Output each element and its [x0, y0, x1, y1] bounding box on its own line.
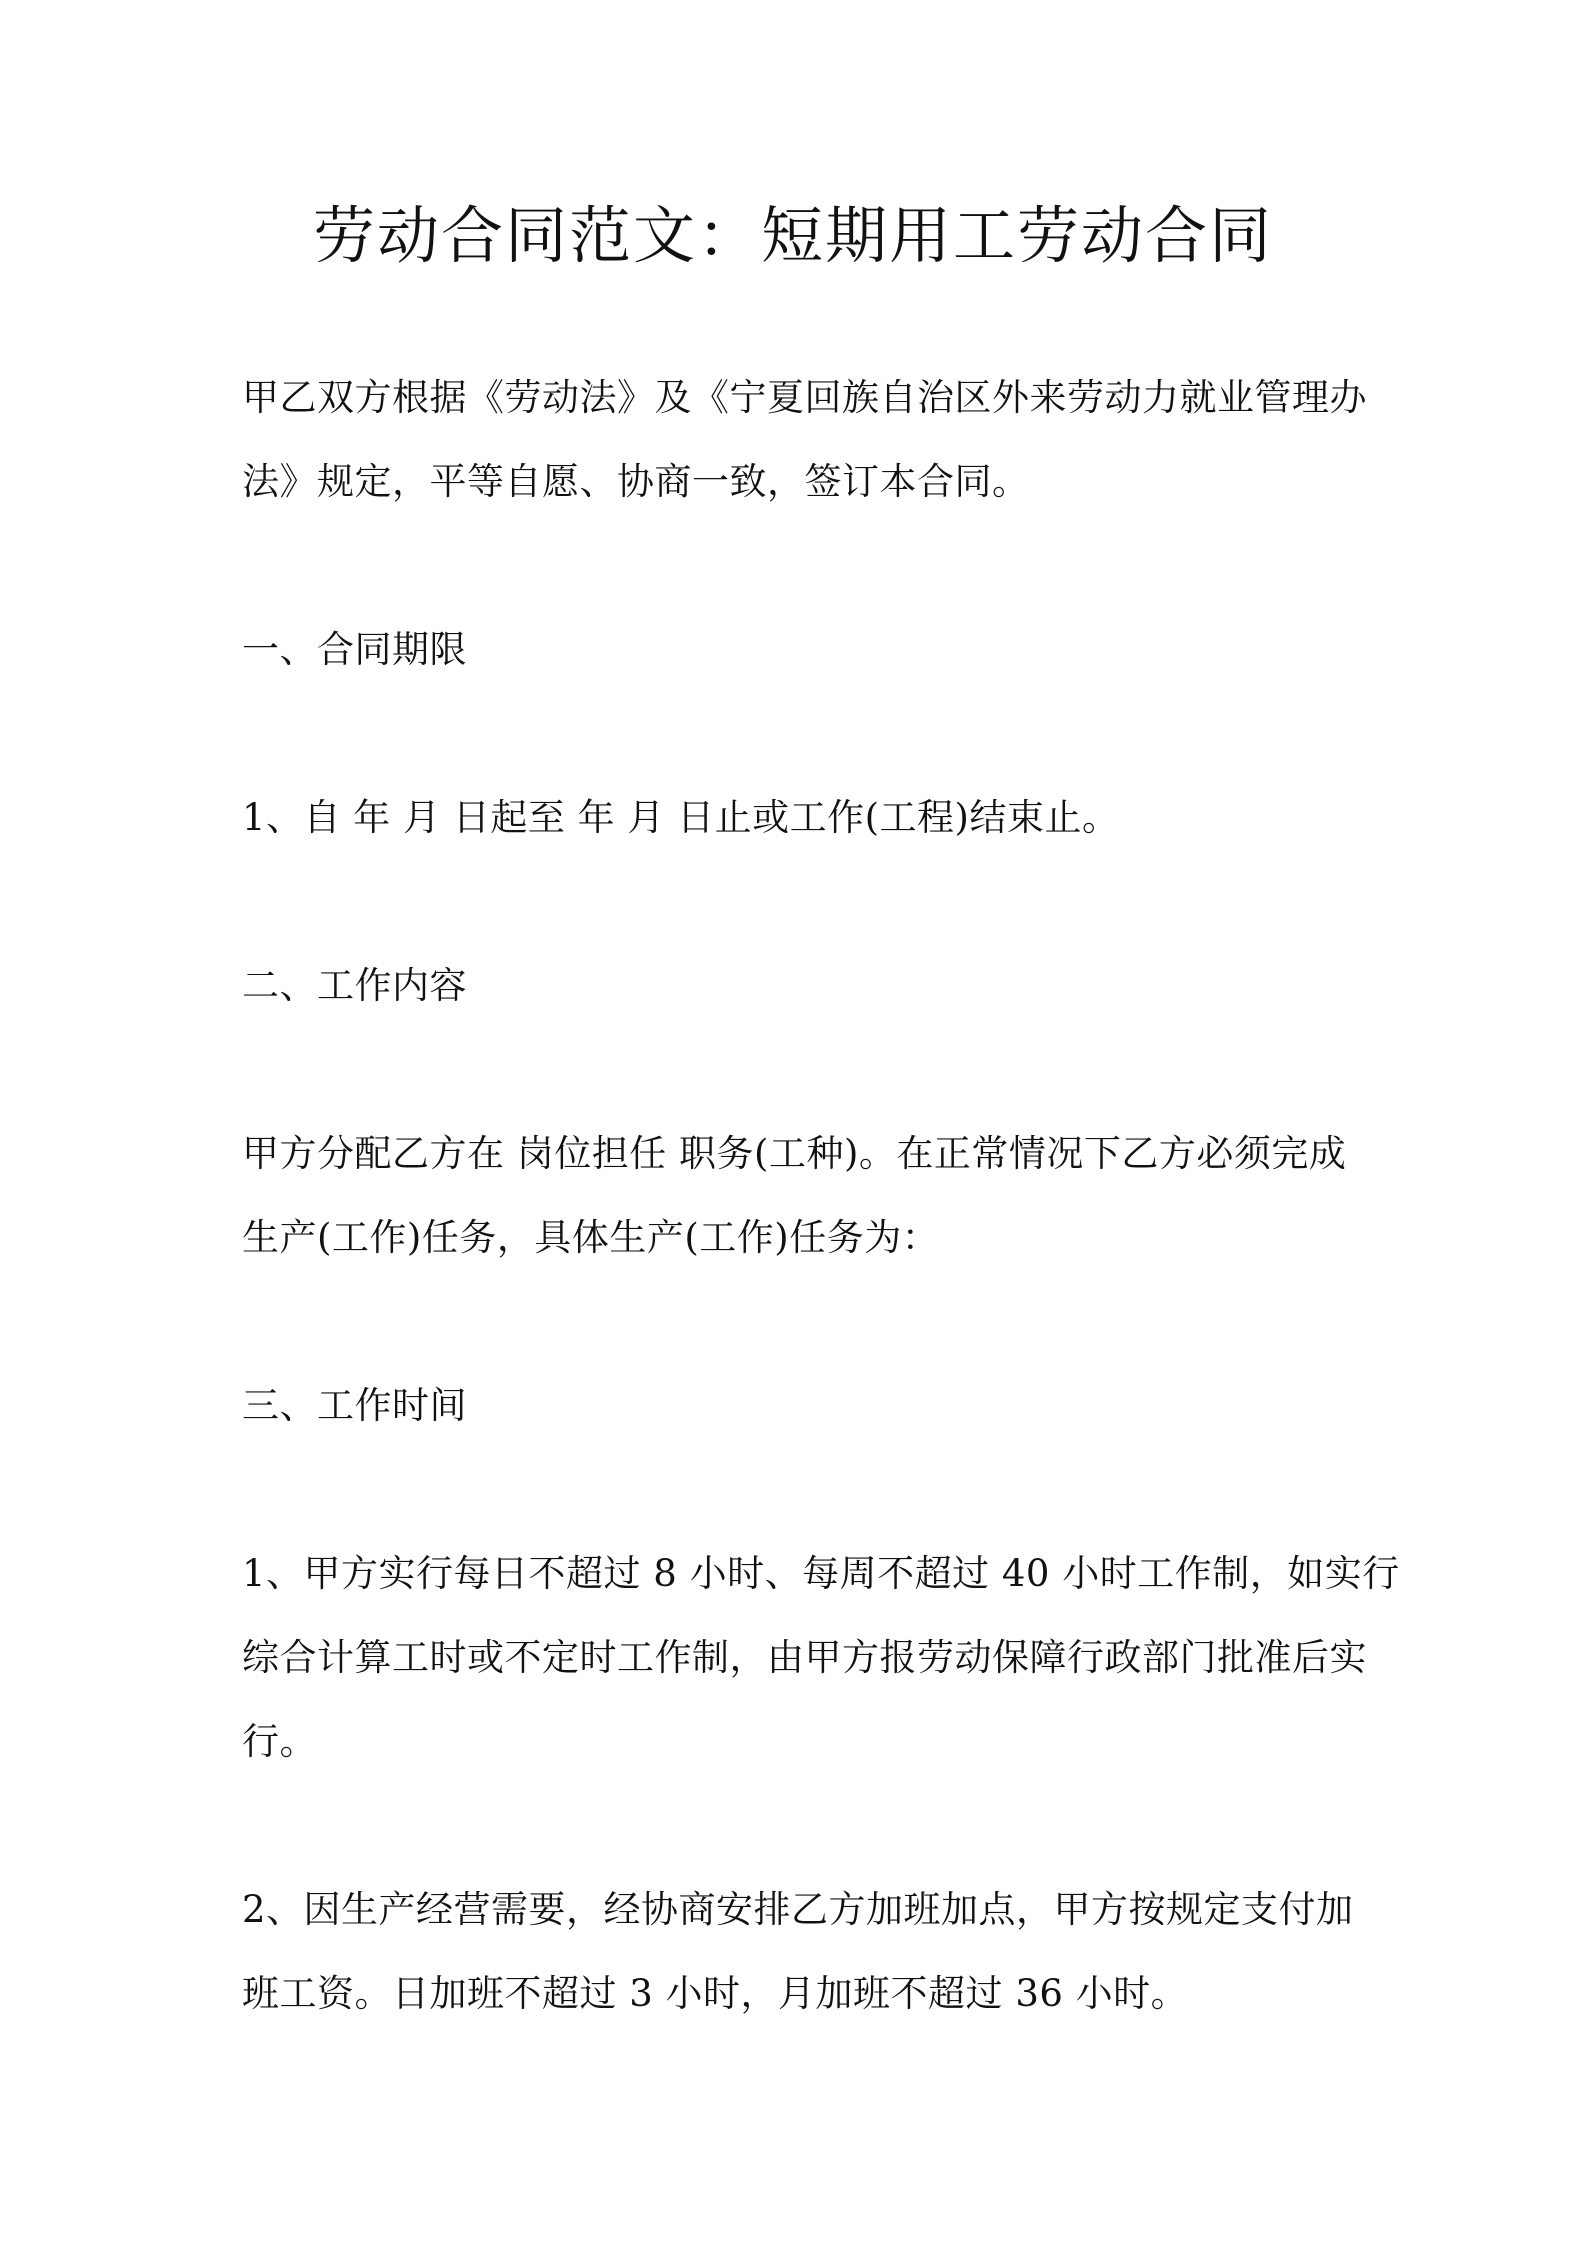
work-content-line: 甲方分配乙方在 岗位担任 职务(工种)。在正常情况下乙方必须完成 — [242, 1132, 1347, 1175]
section-heading: 一、合同期限 — [242, 628, 467, 671]
section-heading-hours — [242, 1364, 1352, 1448]
preamble-line: 甲乙双方根据《劳动法》及《宁夏回族自治区外来劳动力就业管理办 — [242, 376, 1367, 419]
work-content-line: 生产(工作)任务，具体生产(工作)任务为： — [242, 1216, 940, 1259]
section-heading-term — [242, 608, 1352, 692]
hours-item-2-line: 2、因生产经营需要，经协商安排乙方加班加点，甲方按规定支付加 — [242, 1888, 1354, 1931]
section-heading: 二、工作内容 — [242, 964, 467, 1007]
term-line: 1、自 年 月 日起至 年 月 日止或工作(工程)结束止。 — [242, 796, 1120, 839]
hours-item-1-line: 综合计算工时或不定时工作制，由甲方报劳动保障行政部门批准后实 — [242, 1636, 1367, 1679]
term-paragraph — [242, 776, 1352, 860]
hours-item-1-line: 行。 — [242, 1720, 317, 1763]
work-content-paragraph — [242, 1112, 1352, 1280]
preamble-line: 法》规定，平等自愿、协商一致，签订本合同。 — [242, 460, 1030, 503]
hours-item-1-line: 1、甲方实行每日不超过 8 小时、每周不超过 40 小时工作制，如实行 — [242, 1552, 1400, 1595]
hours-item-2-line: 班工资。日加班不超过 3 小时，月加班不超过 36 小时。 — [242, 1972, 1189, 2015]
section-heading-content — [242, 944, 1352, 1028]
hours-item-2-paragraph — [242, 1868, 1352, 2036]
section-heading: 三、工作时间 — [242, 1384, 467, 1427]
document-title: 劳动合同范文：短期用工劳动合同 — [312, 199, 1273, 272]
hours-item-1-paragraph — [242, 1532, 1400, 1784]
preamble-paragraph — [242, 356, 1367, 524]
